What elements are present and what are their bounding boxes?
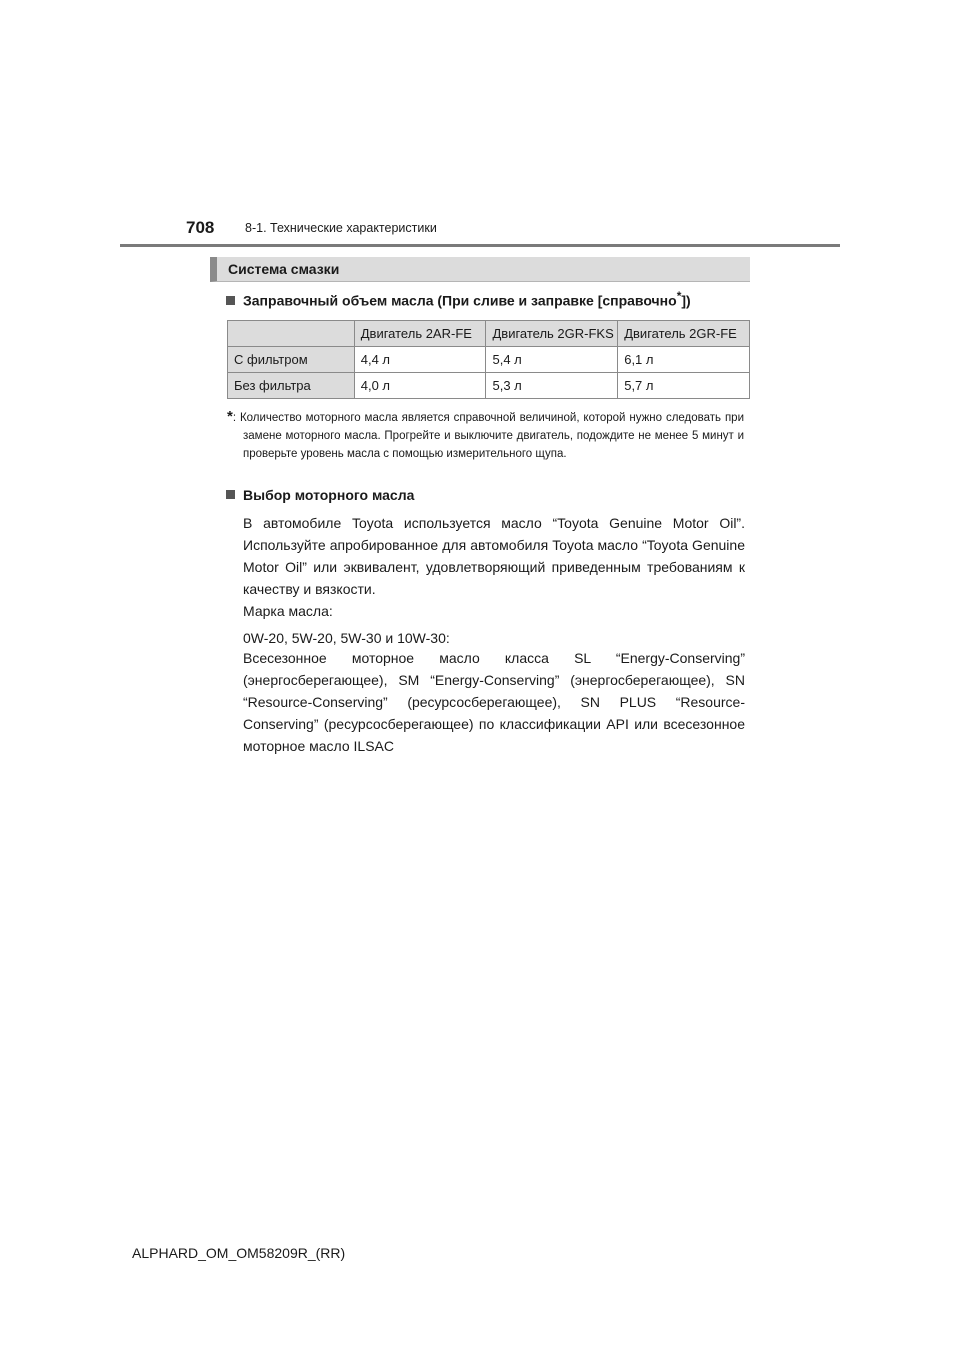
section-title: Система смазки <box>228 261 340 277</box>
table-header-cell: Двигатель 2AR-FE <box>354 321 486 347</box>
footnote-marker: * <box>676 289 682 303</box>
section-header: 8-1. Технические характеристики <box>245 221 437 235</box>
oil-capacity-heading-close: ]) <box>681 292 691 309</box>
header-divider <box>120 244 840 247</box>
table-cell: 5,7 л <box>618 373 750 399</box>
oil-selection-heading-text: Выбор моторного масла <box>243 487 415 503</box>
oil-grade-label: Марка масла: <box>243 603 333 619</box>
square-bullet-icon <box>226 296 235 305</box>
table-header-cell <box>228 321 355 347</box>
footnote <box>227 408 744 463</box>
oil-capacity-heading <box>226 289 691 309</box>
page-number: 708 <box>186 218 215 237</box>
document-id: ALPHARD_OM_OM58209R_(RR) <box>132 1245 346 1261</box>
table-row <box>228 373 750 399</box>
footnote-text: : Количество моторного масла является справочной величиной, которой нужно следовать при замене моторного масла. Прогрейте и выключите двигатель, подождите не менее 5 минут и проверьте уровень масла с помощью измерительного щупа. <box>232 412 744 460</box>
oil-capacity-heading-text: Заправочный объем масла (При сливе и заправке [справочно <box>243 292 677 309</box>
square-bullet-icon <box>226 490 235 499</box>
table-cell: 6,1 л <box>618 347 750 373</box>
row-label: Без фильтра <box>228 373 355 399</box>
table-cell: 4,4 л <box>354 347 486 373</box>
footnote-star: * <box>227 408 233 425</box>
row-label: С фильтром <box>228 347 355 373</box>
oil-grade-values: 0W-20, 5W-20, 5W-30 и 10W-30: <box>243 630 450 646</box>
oil-capacity-table <box>227 320 750 399</box>
oil-selection-paragraph: В автомобиле Toyota используется масло “Toyota Genuine Motor Oil”. Используйте апробированное для автомобиля Toyota масло “Toyota Genuine Motor Oil” или эквивалент, удовлетворяющий приведенным требованиям к качеству и вязкости. <box>243 515 745 597</box>
table-header-cell: Двигатель 2GR-FE <box>618 321 750 347</box>
table-header-cell: Двигатель 2GR-FKS <box>486 321 618 347</box>
table-header-row <box>228 321 750 347</box>
table-cell: 5,3 л <box>486 373 618 399</box>
table-cell: 4,0 л <box>354 373 486 399</box>
section-title-bar <box>210 257 750 282</box>
oil-selection-heading <box>226 487 414 503</box>
table-row <box>228 347 750 373</box>
oil-grade-description: Всесезонное моторное масло класса SL “Energy-Conserving” (энергосберегающее), SM “Energy-Conserving” (энергосберегающее), SN “Resource-Conserving” (ресурсосберегающее), SN PLUS “Resource-Conserving” (ресурсосберегающее) по классификации API или всесезонное моторное масло ILSAC <box>243 650 745 754</box>
table-cell: 5,4 л <box>486 347 618 373</box>
